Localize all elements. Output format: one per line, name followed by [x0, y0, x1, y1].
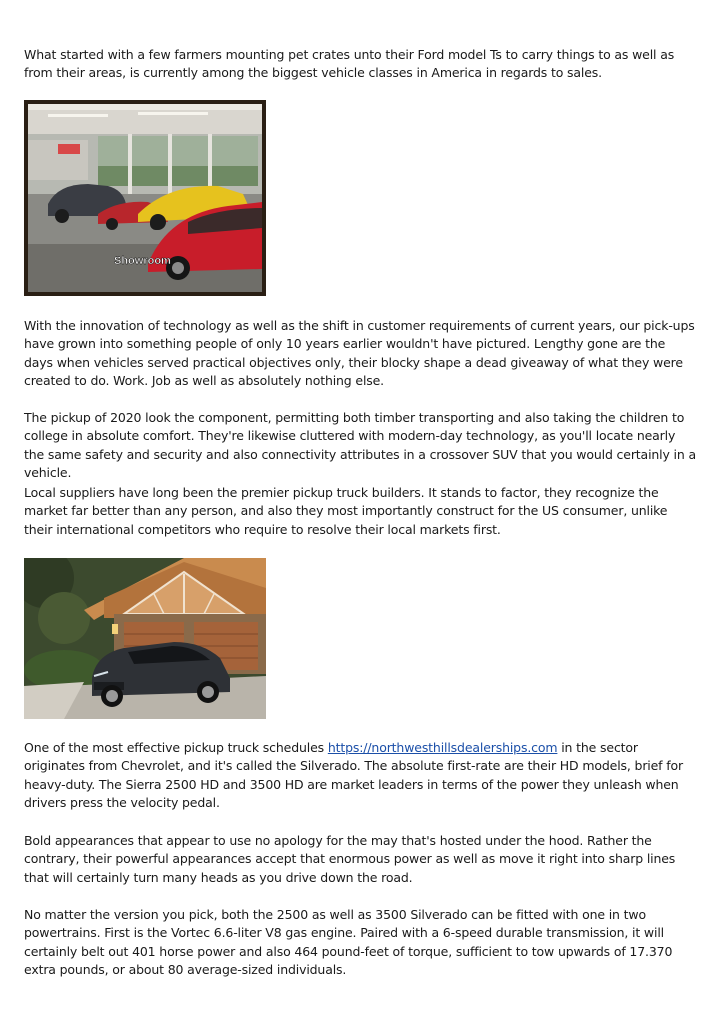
dealership-link[interactable]: https://northwesthillsdealerships.com — [327, 740, 558, 755]
paragraph-pickup-2020: The pickup of 2020 look the component, permitting both timber transporting and also taking the children to college in absolute comfort. They're likewise cluttered with modern-day technology, as you'll locate nearly the same safety and security and also connectivity attributes in a crossover SUV that you would certainly in a vehicle. — [24, 410, 696, 481]
paragraph-innovation: With the innovation of technology as well as the shift in customer requirements of current years, our pick-ups have grown into something people of only 10 years earlier wouldn't have pictured. Lengthy gone are the days when vehicles served practical objectives only, their blocky shape a dead giveaway of what they were created to do. Work. Job as well as absolutely nothing else. — [24, 318, 695, 389]
paragraph-bold-appearances: Bold appearances that appear to use no apology for the may that's hosted under the hood. Rather the contrary, their powerful appearances accept that enormous power as well as move it right into sharp lines that will certainly turn many heads as you drive down the road. — [24, 833, 676, 885]
paragraph-silverado-text-before: One of the most effective pickup truck schedules — [24, 740, 328, 755]
paragraph-silverado — [24, 739, 696, 813]
suv-house-image — [24, 558, 266, 719]
paragraph-powertrains: No matter the version you pick, both the 2500 as well as 3500 Silverado can be fitted with one in two powertrains. First is the Vortec 6.6-liter V8 gas engine. Paired with a 6-speed durable transmission, it will certainly belt out 401 horse power and also 464 pound-feet of torque, sufficient to tow upwards of 17.370 extra pounds, or about 80 average-sized individuals. — [24, 907, 673, 978]
paragraph-intro: What started with a few farmers mounting pet crates unto their Ford model Ts to carry things to as well as from their areas, is currently among the biggest vehicle classes in America in regards to sales. — [24, 47, 675, 81]
paragraph-silverado-text-after: in the sector originates from Chevrolet, and it's called the Silverado. The absolute first-rate are their HD models, brief for heavy-duty. The Sierra 2500 HD and 3500 HD are market leaders in terms of the power they unleash when drivers press the velocity pedal. — [24, 740, 683, 811]
paragraph-local-suppliers: Local suppliers have long been the premier pickup truck builders. It stands to factor, they recognize the market far better than any person, and also they most importantly construct for the US consumer, unlike their international competitors who require to resolve their local markets first. — [24, 485, 668, 537]
showroom-caption: Showroom — [114, 255, 171, 267]
showroom-image — [24, 100, 266, 296]
